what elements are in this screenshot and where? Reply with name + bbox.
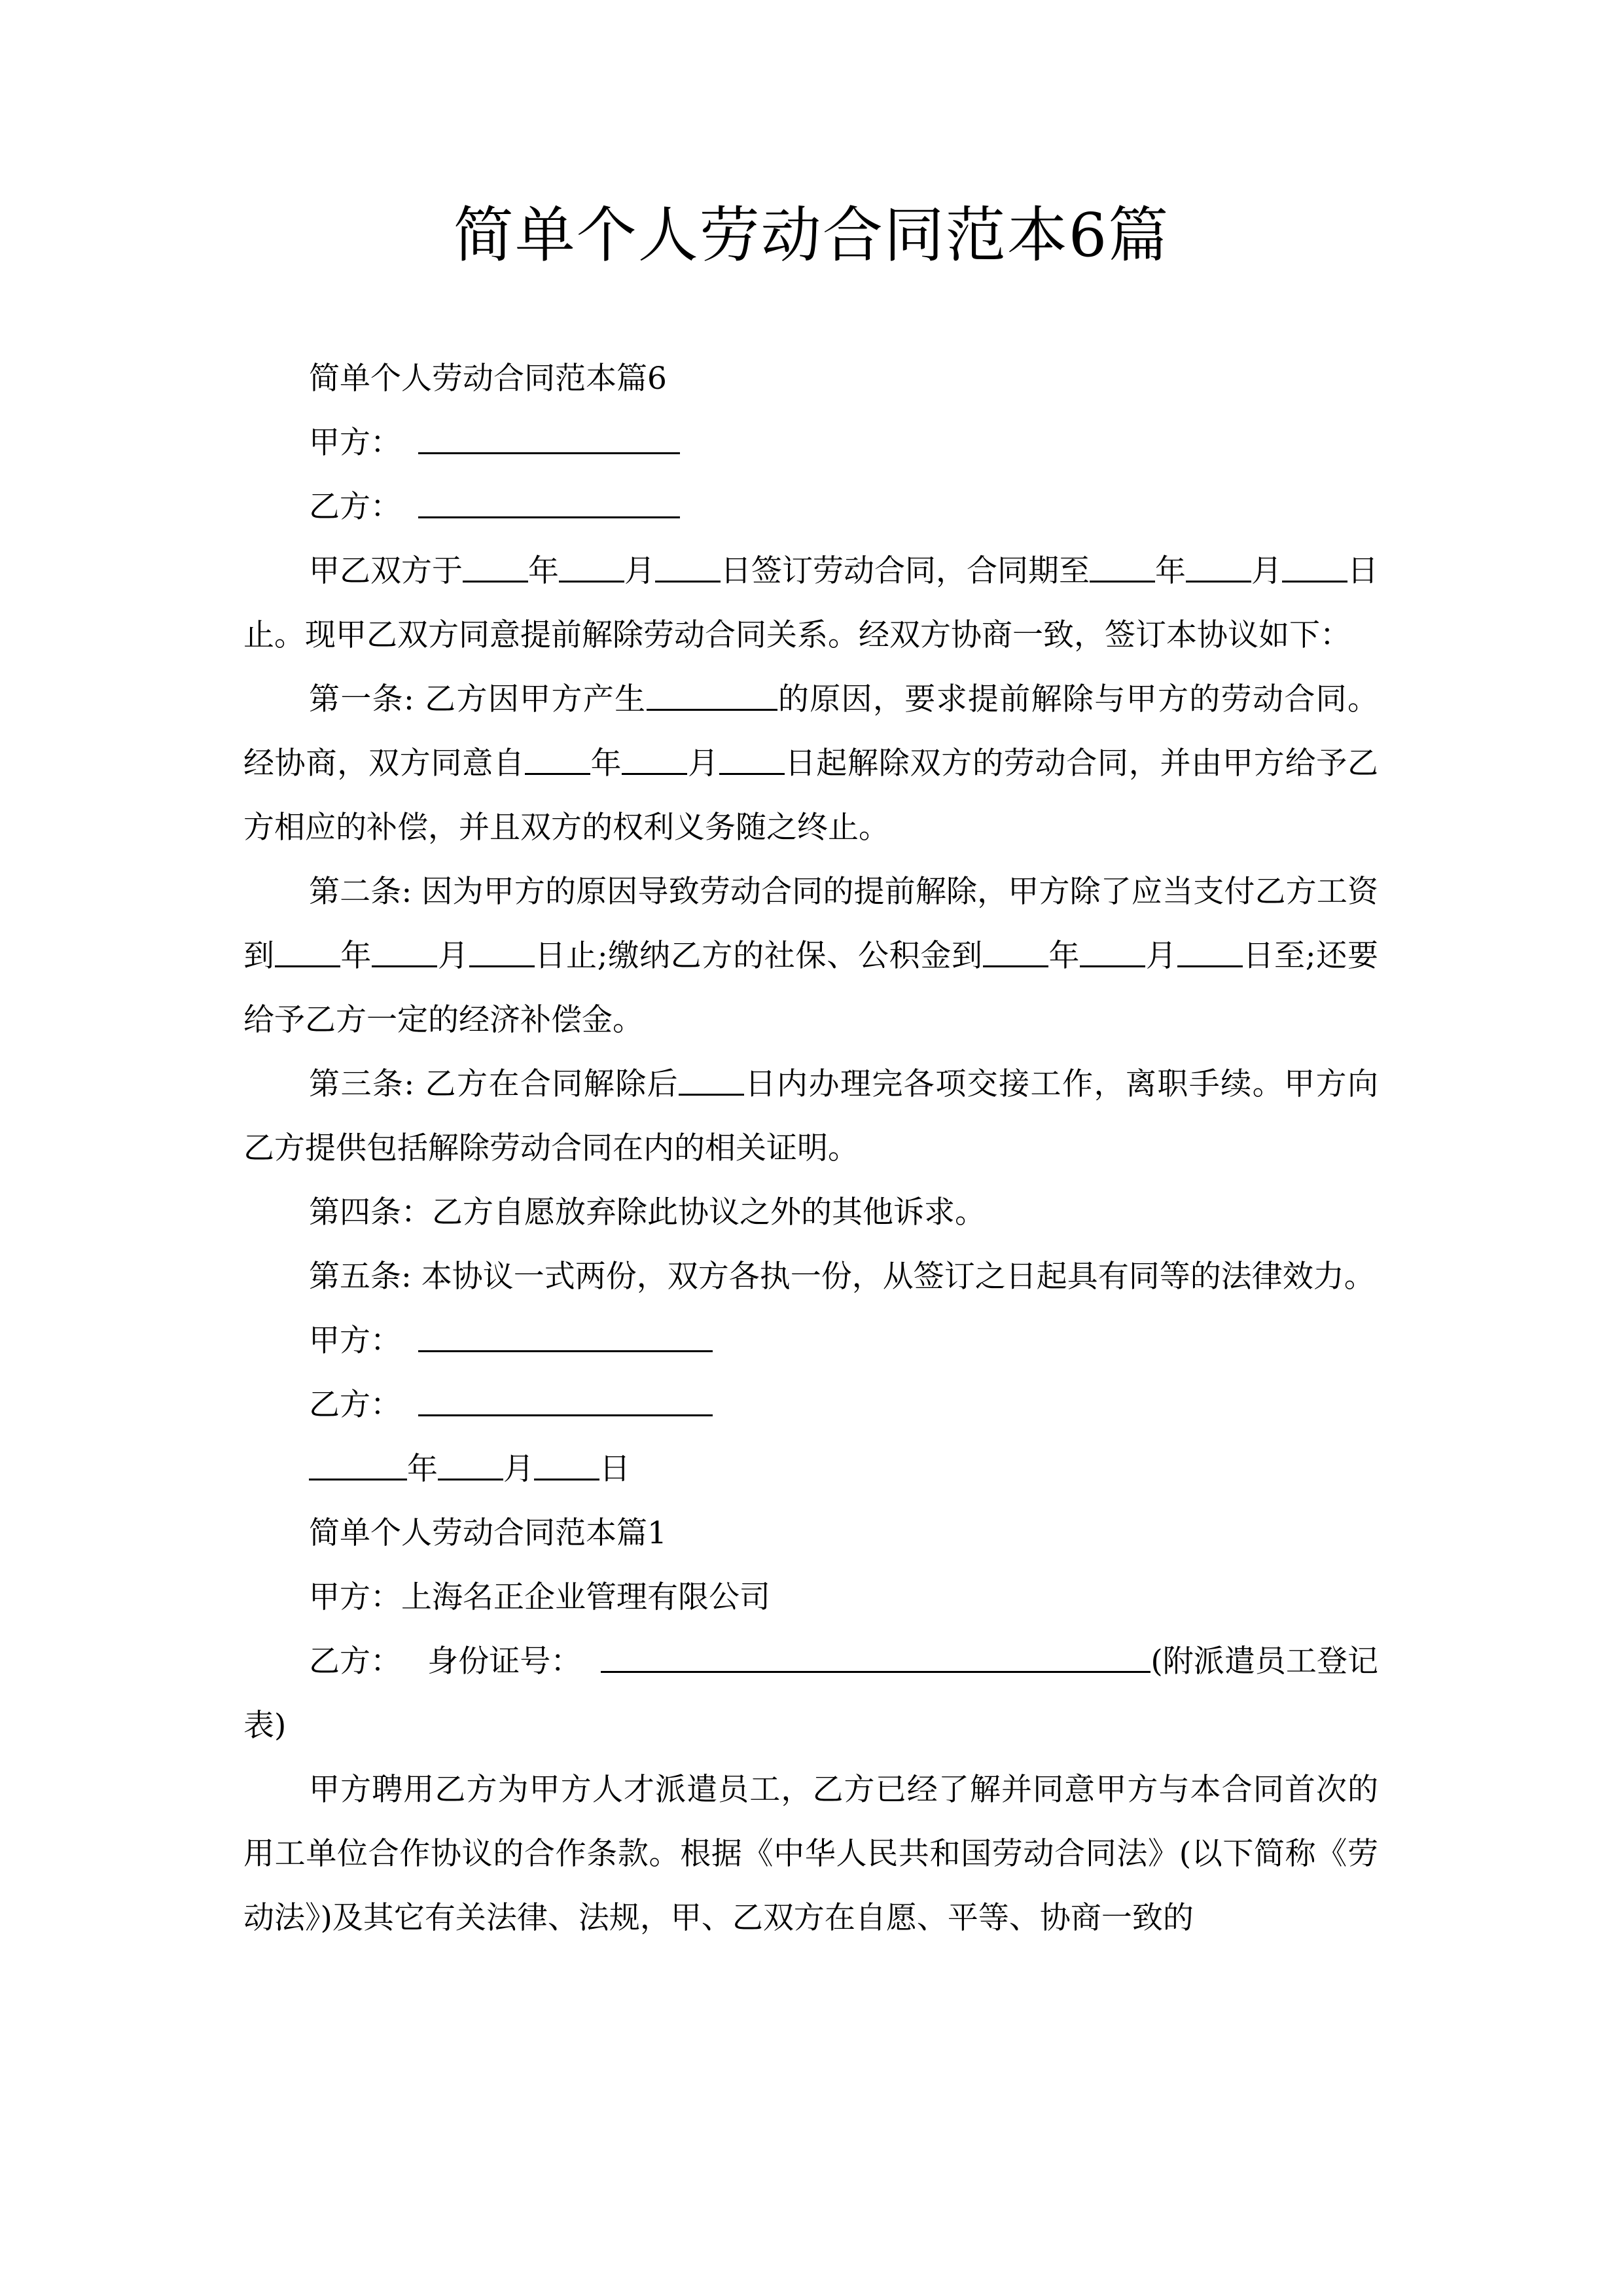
text-run: 日止;缴纳乙方的社保、公积金到	[534, 938, 983, 974]
article-3	[243, 1052, 1378, 1181]
sign-day-blank	[534, 1448, 599, 1480]
party-a-blank	[418, 422, 680, 454]
document-body	[243, 347, 1378, 1950]
article-5: 第五条: 本协议一式两份，双方各执一份，从签订之日起具有同等的法律效力。	[309, 1259, 1375, 1295]
sign-party-b-label: 乙方：	[309, 1387, 401, 1423]
text-run: 年	[528, 553, 559, 589]
party-b-label: 乙方：	[309, 489, 401, 525]
party-a-line	[243, 411, 1378, 475]
sign-party-b-blank	[418, 1384, 713, 1416]
day-blank	[719, 742, 785, 775]
article-4: 第四条：乙方自愿放弃除此协议之外的其他诉求。	[309, 1194, 986, 1230]
text-run: 第一条: 乙方因甲方产生	[309, 681, 647, 717]
document-title: 简单个人劳动合同范本6篇	[453, 200, 1170, 270]
party-b-blank	[418, 486, 680, 518]
month-blank	[1186, 550, 1251, 583]
month-blank	[1080, 935, 1145, 967]
sign-party-a-line	[243, 1309, 1378, 1373]
article-1	[243, 668, 1378, 860]
text-run: 年	[1155, 553, 1186, 589]
text-run: 日签订劳动合同，合同期至	[721, 553, 1090, 589]
attachment-note: (附派遣员工登记表)	[243, 1643, 1378, 1744]
day-blank	[469, 935, 535, 967]
text-run: 月	[437, 938, 469, 974]
text-run: 月	[1251, 553, 1282, 589]
section1-party-a: 甲方：上海名正企业管理有限公司	[309, 1579, 770, 1615]
sign-party-b-line	[243, 1373, 1378, 1437]
party-b-line	[243, 475, 1378, 539]
sign-date-line	[243, 1437, 1378, 1501]
text-run: 日	[599, 1451, 630, 1487]
text-run: 年	[407, 1451, 438, 1487]
intro-paragraph	[243, 539, 1378, 668]
id-number-label: 身份证号：	[427, 1643, 582, 1679]
text-run: 月	[503, 1451, 534, 1487]
month-blank	[559, 550, 624, 583]
days-blank	[679, 1063, 744, 1096]
sign-month-blank	[438, 1448, 503, 1480]
text-run: 日止。现甲乙双方同意提前解除劳动合同关系。经双方协商一致，签订本协议如下：	[243, 553, 1378, 653]
year-blank	[525, 742, 590, 775]
text-run: 月	[1145, 938, 1177, 974]
section1-body: 甲方聘用乙方为甲方人才派遣员工，乙方已经了解并同意甲方与本合同首次的用工单位合作协议的合作条款。根据《中华人民共和国劳动合同法》(以下简称《劳动法》)及其它有关法律、法规，甲、乙双方在自愿、平等、协商一致的	[243, 1772, 1378, 1936]
text-run: 年	[590, 745, 622, 781]
day-blank	[1282, 550, 1347, 583]
year-blank	[1090, 550, 1155, 583]
text-run: 第三条: 乙方在合同解除后	[309, 1066, 679, 1102]
party-b-label: 乙方：	[309, 1643, 402, 1679]
text-run: 年	[340, 938, 372, 974]
text-run: 年	[1048, 938, 1080, 974]
article-2	[243, 860, 1378, 1052]
month-blank	[622, 742, 687, 775]
section1-party-b	[243, 1630, 1378, 1758]
text-run: 日起解除双方的劳动合同，并由甲方给予乙方相应的补偿，并且双方的权利义务随之终止。	[243, 745, 1378, 846]
section-heading: 简单个人劳动合同范本篇1	[309, 1515, 667, 1551]
year-blank	[463, 550, 528, 583]
sign-year-blank	[309, 1448, 407, 1480]
sign-party-a-label: 甲方：	[309, 1323, 401, 1359]
year-blank	[983, 935, 1048, 967]
text-run: 日内办理完各项交接工作，离职手续。甲方向乙方提供包括解除劳动合同在内的相关证明。	[243, 1066, 1378, 1166]
text-run: 月	[687, 745, 719, 781]
id-number-blank	[601, 1640, 1150, 1673]
text-run: 的原因，要求提前解除与甲方的劳动合同。经协商，双方同意自	[243, 681, 1379, 781]
text-run: 第二条: 因为甲方的原因导致劳动合同的提前解除，甲方除了应当支付乙方工资到	[243, 874, 1378, 974]
text-run: 日至;还要给予乙方一定的经济补偿金。	[243, 938, 1378, 1038]
sign-party-a-blank	[418, 1319, 713, 1352]
day-blank	[1177, 935, 1243, 967]
section-heading: 简单个人劳动合同范本篇6	[309, 361, 667, 397]
text-run: 甲乙双方于	[309, 553, 463, 589]
day-blank	[655, 550, 721, 583]
reason-blank	[647, 678, 777, 711]
month-blank	[372, 935, 437, 967]
text-run: 月	[624, 553, 655, 589]
party-a-label: 甲方：	[309, 425, 401, 461]
year-blank	[275, 935, 340, 967]
